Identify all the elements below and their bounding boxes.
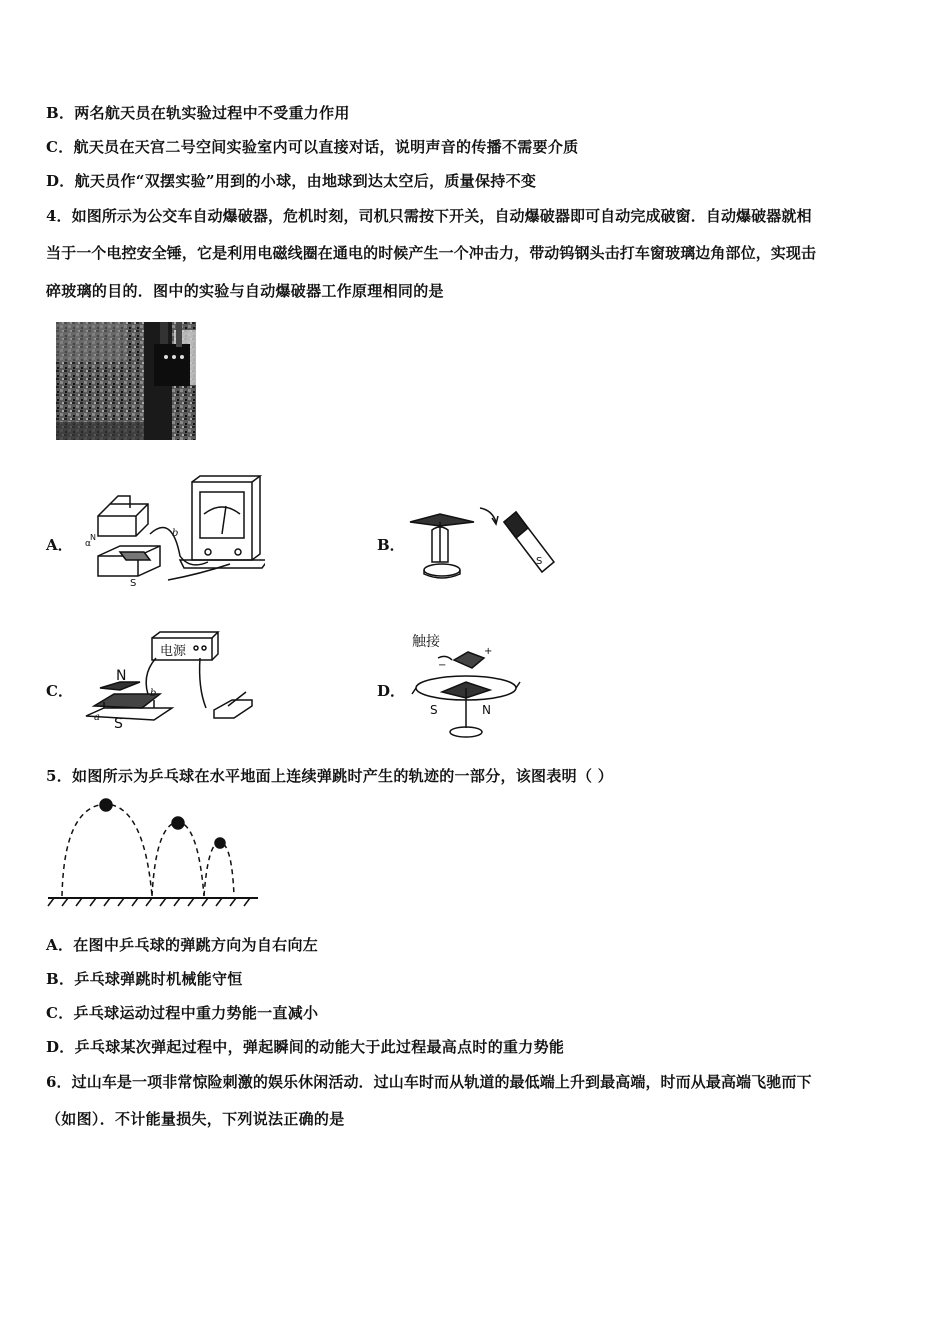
svg-text:b: b — [172, 528, 179, 539]
q4-option-b-label: B． — [377, 536, 405, 554]
option-d-touch-label: 触接 — [412, 634, 440, 650]
option-c-figure-motor-circuit — [80, 628, 265, 728]
svg-text:−: − — [438, 660, 447, 671]
q5-option-c: C．乒乓球运动过程中重力势能一直减小 — [46, 1004, 319, 1022]
option-d-label-n: N — [482, 703, 491, 717]
q4-stem-line-2: 当于一个电控安全锤，它是利用电磁线圈在通电的时候产生一个冲击力，带动钨钢头击打车窗玻璃边角部位，实现击 — [46, 244, 817, 262]
option-d-figure-oersted — [408, 628, 528, 746]
option-c-label-n: N — [116, 668, 127, 684]
option-a-label-n: N — [90, 533, 96, 542]
svg-text:a: a — [94, 712, 100, 723]
q6-stem-line-1: 6．过山车是一项非常惊险刺激的娱乐休闲活动．过山车时而从轨道的最低端上升到最高端，时而从最高端飞驰而下 — [46, 1073, 812, 1091]
q4-option-a-label: A． — [46, 536, 73, 554]
window-breaker-photo — [56, 322, 196, 440]
option-c-power-label: 电源 — [160, 644, 187, 659]
q6-stem-line-2: （如图）．不计能量损失，下列说法正确的是 — [46, 1110, 345, 1128]
svg-text:+: + — [484, 646, 493, 657]
option-a-label-s: S — [130, 578, 137, 589]
q5-option-a: A．在图中乒乓球的弹跳方向为自右向左 — [46, 936, 319, 954]
q4-stem-line-1: 4．如图所示为公交车自动爆破器，危机时刻，司机只需按下开关，自动爆破器即可自动完成破窗．自动爆破器就相 — [46, 207, 812, 225]
q4-option-c-label: C． — [46, 682, 73, 700]
q3-option-c: C．航天员在天宫二号空间实验室内可以直接对话，说明声音的传播不需要介质 — [46, 138, 579, 156]
option-b-label-s: S — [536, 556, 543, 567]
q5-stem: 5．如图所示为乒乓球在水平地面上连续弹跳时产生的轨迹的一部分，该图表明（ ） — [46, 767, 614, 785]
q5-option-b: B．乒乓球弹跳时机械能守恒 — [46, 970, 243, 988]
q4-stem-line-3: 碎玻璃的目的．图中的实验与自动爆破器工作原理相同的是 — [46, 282, 444, 300]
q5-option-d: D．乒乓球某次弹起过程中，弹起瞬间的动能大于此过程最高点时的重力势能 — [46, 1038, 565, 1056]
q3-option-d: D．航天员作“双摆实验”用到的小球，由地球到达太空后，质量保持不变 — [46, 172, 537, 190]
svg-text:α: α — [85, 539, 91, 549]
option-c-label-s: S — [114, 716, 123, 728]
q3-option-b: B．两名航天员在轨实验过程中不受重力作用 — [46, 104, 350, 122]
option-b-figure-compass-magnet — [408, 500, 560, 586]
option-a-figure-galvanometer — [80, 474, 265, 592]
bouncing-ball-trajectory-figure — [44, 796, 264, 908]
svg-text:b: b — [150, 688, 157, 699]
option-d-label-s: S — [430, 703, 438, 717]
q4-option-d-label: D． — [377, 682, 406, 700]
